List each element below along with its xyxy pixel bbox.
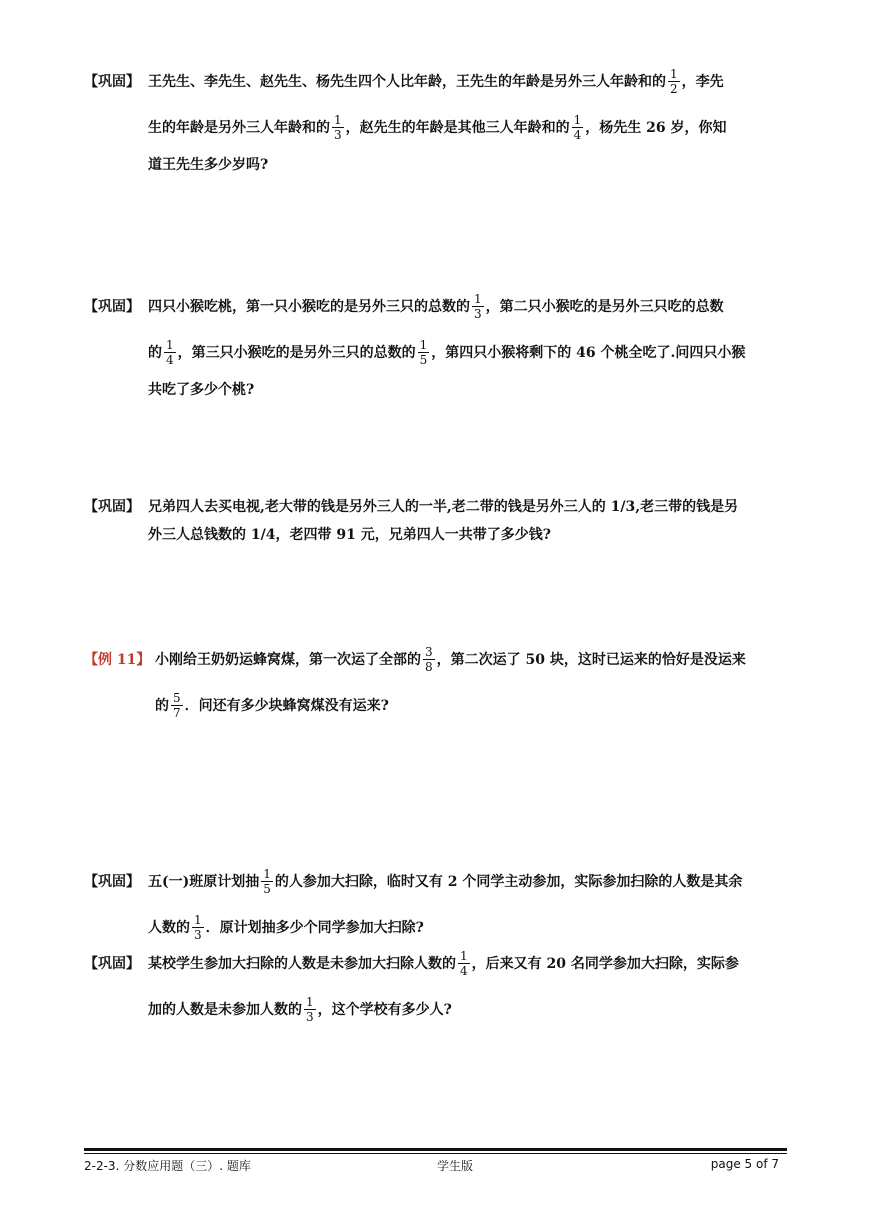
denominator: 3 — [334, 127, 342, 142]
fraction — [171, 691, 183, 720]
numerator: 1 — [573, 112, 582, 127]
numerator: 1 — [194, 912, 202, 927]
footer-rule — [84, 1148, 787, 1151]
text-segment: 道王先生多少岁吗? — [148, 157, 269, 173]
denominator: 3 — [194, 927, 202, 942]
numerator: 5 — [173, 690, 181, 705]
text-segment: ．问还有多少块蜂窝煤没有运来? — [184, 698, 389, 714]
text-segment: ，后来又有 20 名同学参加大扫除，实际参 — [471, 956, 739, 972]
numerator: 1 — [670, 66, 678, 81]
denominator: 3 — [474, 306, 482, 321]
text-segment: ，杨先生 26 岁，你知 — [585, 120, 727, 136]
footer-page-number: page 5 of 7 — [710, 1157, 779, 1171]
text-segment: 四只小猴吃桃，第一只小猴吃的是另外三只的总数的 — [148, 299, 470, 315]
numerator: 1 — [166, 337, 174, 352]
problem-3 — [84, 492, 789, 548]
text-segment: 的人参加大扫除，临时又有 2 个同学主动参加，实际参加扫除的人数是其余 — [274, 874, 743, 890]
problem-tag: 【巩固】 — [84, 299, 140, 315]
fraction — [458, 949, 470, 978]
problem-line — [148, 858, 789, 904]
text-segment: 兄弟四人去买电视,老大带的钱是另外三人的一半,老二带的钱是另外三人的 1/3,老三带的钱是另 — [148, 499, 739, 515]
text-segment: ，第二次运了 50 块，这时已运来的恰好是没运来 — [436, 652, 746, 668]
denominator: 7 — [173, 705, 181, 720]
text-segment: 共吃了多少个桃? — [148, 382, 255, 398]
problem-1 — [84, 58, 789, 178]
denominator: 5 — [419, 352, 428, 367]
problem-line — [148, 283, 789, 329]
problem-tag: 【巩固】 — [84, 874, 140, 890]
denominator: 5 — [263, 881, 271, 896]
footer-center: 学生版 — [437, 1159, 474, 1173]
denominator: 4 — [166, 352, 174, 367]
text-segment: ，第二只小猴吃的是另外三只吃的总数 — [485, 299, 724, 315]
numerator: 1 — [419, 337, 428, 352]
denominator: 4 — [460, 963, 468, 978]
fraction — [261, 867, 273, 896]
fraction — [332, 113, 344, 142]
problem-5 — [84, 858, 789, 950]
numerator: 3 — [425, 644, 433, 659]
numerator: 1 — [263, 866, 271, 881]
numerator: 1 — [306, 994, 314, 1009]
text-segment: ，李先 — [681, 74, 724, 90]
denominator: 8 — [425, 659, 433, 674]
fraction — [572, 113, 584, 142]
problem-line — [148, 492, 789, 520]
text-segment: 加的人数是未参加人数的 — [148, 1002, 302, 1018]
problem-line — [148, 940, 789, 986]
text-segment: 的 — [155, 698, 169, 714]
example-tag: 【例 11】 — [84, 652, 151, 668]
problem-6 — [84, 940, 789, 1032]
text-segment: 五(一)班原计划抽 — [148, 874, 260, 890]
text-segment: 外三人总钱数的 1/4，老四带 91 元，兄弟四人一共带了多少钱? — [148, 527, 551, 543]
denominator: 3 — [306, 1009, 314, 1024]
text-segment: 某校学生参加大扫除的人数是未参加大扫除人数的 — [148, 956, 456, 972]
text-segment: ，第四只小猴将剩下的 46 个桃全吃了.问四只小猴 — [431, 345, 746, 361]
numerator: 1 — [460, 948, 468, 963]
footer-rule-thin — [84, 1153, 787, 1154]
text-segment: ，第三只小猴吃的是另外三只的总数的 — [177, 345, 416, 361]
problem-2 — [84, 283, 789, 403]
denominator: 2 — [670, 81, 678, 96]
fraction — [418, 338, 430, 367]
problem-line — [155, 682, 789, 728]
problem-line — [148, 986, 789, 1032]
fraction — [668, 67, 680, 96]
text-segment: ，赵先生的年龄是其他三人年龄和的 — [345, 120, 570, 136]
text-segment: 王先生、李先生、赵先生、杨先生四个人比年龄，王先生的年龄是另外三人年龄和的 — [148, 74, 666, 90]
problem-line — [148, 58, 789, 104]
problem-line — [148, 329, 789, 375]
problem-tag: 【巩固】 — [84, 74, 140, 90]
denominator: 4 — [573, 127, 582, 142]
problem-line — [148, 520, 789, 548]
fraction — [164, 338, 176, 367]
numerator: 1 — [334, 112, 342, 127]
text-segment: ，这个学校有多少人? — [317, 1002, 452, 1018]
fraction — [423, 645, 435, 674]
text-segment: 小刚给王奶奶运蜂窝煤，第一次运了全部的 — [155, 652, 421, 668]
problem-tag: 【巩固】 — [84, 499, 140, 515]
problem-line — [155, 636, 789, 682]
text-segment: 的 — [148, 345, 162, 361]
text-segment: 人数的 — [148, 920, 190, 936]
fraction — [472, 292, 484, 321]
problem-line — [148, 104, 789, 150]
text-segment: 生的年龄是另外三人年龄和的 — [148, 120, 330, 136]
numerator: 1 — [474, 291, 482, 306]
footer-left: 2-2-3. 分数应用题（三）. 题库 — [84, 1159, 251, 1173]
fraction — [304, 995, 316, 1024]
example-11 — [84, 636, 789, 728]
fraction — [192, 913, 204, 942]
problem-line — [148, 150, 789, 178]
text-segment: ．原计划抽多少个同学参加大扫除? — [205, 920, 424, 936]
problem-tag: 【巩固】 — [84, 956, 140, 972]
problem-line — [148, 375, 789, 403]
